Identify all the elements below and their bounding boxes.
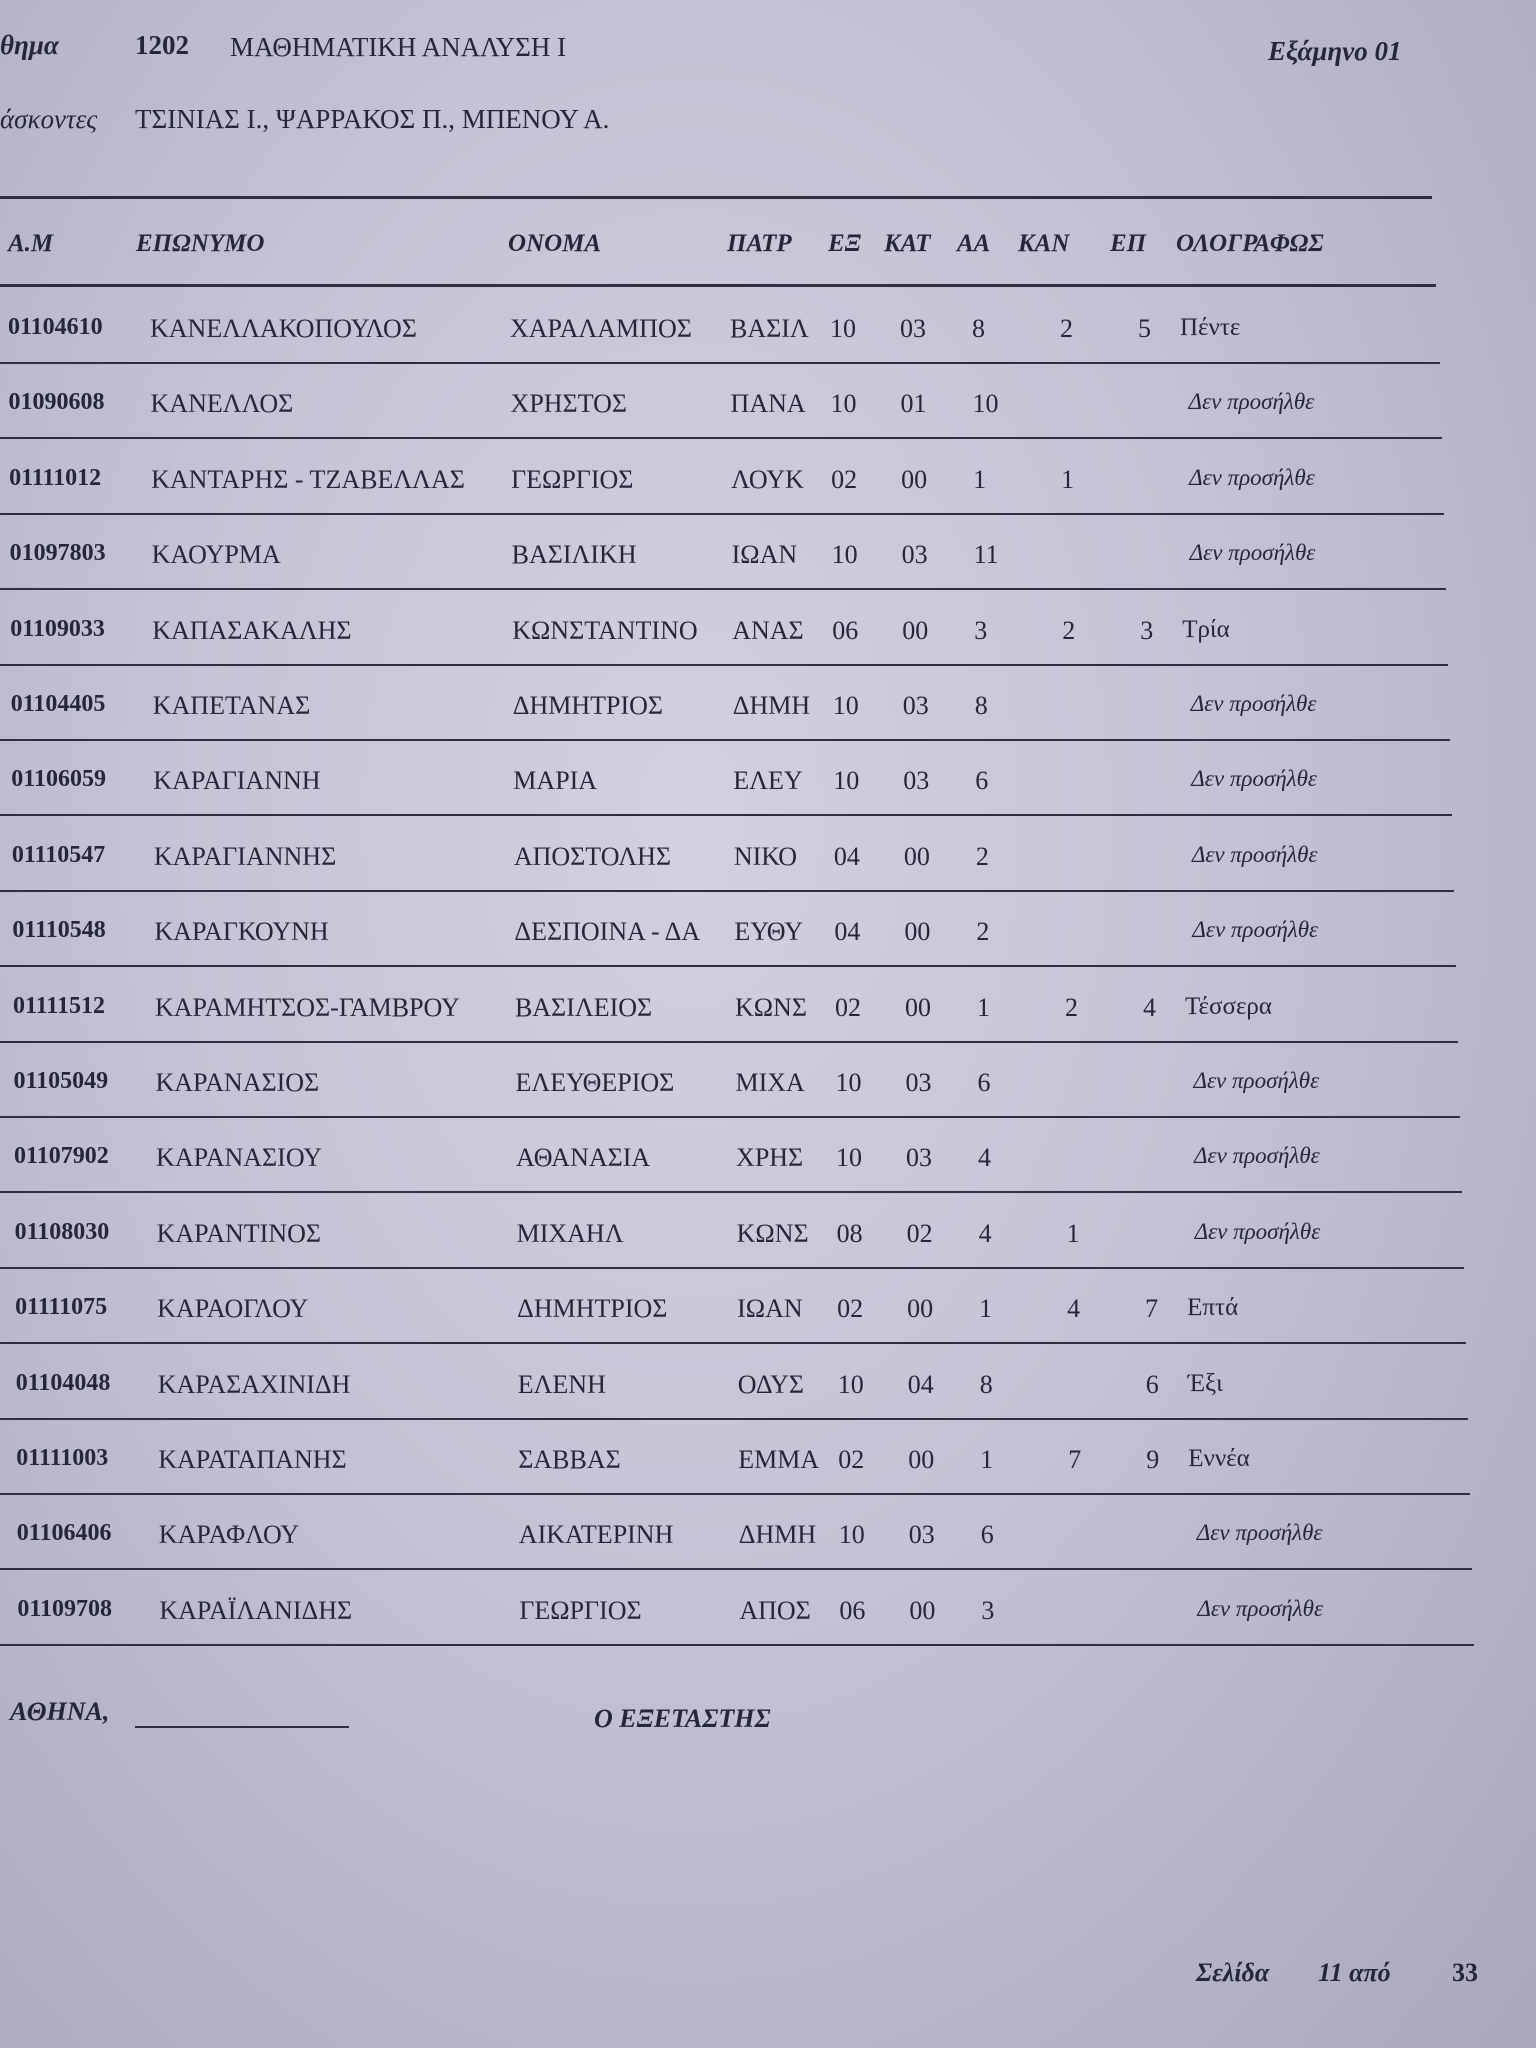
row-divider xyxy=(0,1041,1458,1043)
student-name: ΜΑΡΙΑ xyxy=(513,766,598,796)
father-name: ΕΛΕΥ xyxy=(733,766,803,796)
grade-in-words: Πέντε xyxy=(1180,314,1241,341)
category: 00 xyxy=(902,615,929,645)
table-row xyxy=(0,526,1500,586)
place-label: ΑΘΗΝΑ, xyxy=(10,1697,110,1726)
category: 03 xyxy=(903,766,930,796)
student-surname: ΚΑΠΑΣΑΚΑΛΗΣ xyxy=(152,615,352,645)
table-row xyxy=(0,1506,1500,1566)
regular-grade: 2 xyxy=(1060,314,1073,343)
student-surname: ΚΑΡΑΦΛΟΥ xyxy=(158,1520,300,1550)
father-name: ΚΩΝΣ xyxy=(734,992,807,1022)
exam-period: 10 xyxy=(830,314,856,343)
father-name: ΚΩΝΣ xyxy=(736,1218,809,1248)
col-am: Α.Μ xyxy=(8,230,54,257)
serial-number: 6 xyxy=(975,766,989,796)
col-ex: ΕΞ xyxy=(828,230,862,257)
serial-number: 1 xyxy=(980,1445,994,1474)
exam-period: 02 xyxy=(834,992,861,1022)
regular-grade: 2 xyxy=(1062,615,1076,645)
resit-grade: 3 xyxy=(1140,615,1154,645)
table-row xyxy=(0,451,1500,511)
student-surname: ΚΑΡΑΓΙΑΝΝΗ xyxy=(153,766,321,796)
page-total: 33 xyxy=(1452,1958,1478,1987)
exam-period: 10 xyxy=(835,1068,862,1097)
student-name: ΔΗΜΗΤΡΙΟΣ xyxy=(517,1294,668,1324)
exam-period: 10 xyxy=(836,1143,863,1173)
row-divider xyxy=(0,664,1448,666)
regular-grade: 2 xyxy=(1064,992,1078,1022)
father-name: ΑΝΑΣ xyxy=(732,615,804,645)
student-id: 01108030 xyxy=(14,1218,110,1245)
col-ep: ΕΠ xyxy=(1110,230,1147,257)
grade-in-words: Επτά xyxy=(1187,1294,1239,1322)
category: 00 xyxy=(904,917,931,947)
table-row xyxy=(0,677,1500,737)
student-id: 01107902 xyxy=(14,1143,109,1170)
student-surname: ΚΑΡΑΝΤΙΝΟΣ xyxy=(156,1218,322,1248)
regular-grade: 7 xyxy=(1068,1445,1082,1474)
student-name: ΜΙΧΑΗΛ xyxy=(516,1218,624,1248)
table-row xyxy=(0,903,1500,963)
student-id: 01111012 xyxy=(9,464,102,491)
category: 00 xyxy=(901,464,928,494)
category: 00 xyxy=(907,1294,934,1324)
student-name: ΓΕΩΡΓΙΟΣ xyxy=(519,1595,642,1625)
student-id: 01111003 xyxy=(16,1445,109,1471)
col-aa: ΑΑ xyxy=(957,230,991,257)
father-name: ΕΜΜΑ xyxy=(738,1445,820,1474)
serial-number: 10 xyxy=(972,389,999,419)
serial-number: 2 xyxy=(975,841,989,871)
grade-in-words: Δεν προσήλθε xyxy=(1189,464,1315,490)
resit-grade: 5 xyxy=(1138,314,1151,343)
student-surname: ΚΑΠΕΤΑΝΑΣ xyxy=(152,691,311,720)
course-name: ΜΑΘΗΜΑΤΙΚΗ ΑΝΑΛΥΣΗ Ι xyxy=(230,32,567,62)
header-bottom-rule xyxy=(0,284,1436,287)
table-row xyxy=(0,1054,1500,1114)
table-row xyxy=(0,979,1500,1039)
father-name: ΝΙΚΟ xyxy=(733,841,798,871)
category: 03 xyxy=(906,1143,933,1173)
serial-number: 6 xyxy=(980,1520,994,1550)
student-surname: ΚΑΝΕΛΛΟΣ xyxy=(150,389,294,419)
exam-period: 02 xyxy=(837,1294,864,1324)
father-name: ΔΗΜΗ xyxy=(738,1520,817,1550)
grade-in-words: Έξι xyxy=(1187,1369,1223,1397)
father-name: ΙΩΑΝ xyxy=(737,1294,803,1324)
student-name: ΑΘΑΝΑΣΙΑ xyxy=(516,1143,651,1173)
category: 03 xyxy=(902,691,929,720)
student-surname: ΚΑΡΑΤΑΠΑΝΗΣ xyxy=(158,1445,347,1474)
father-name: ΛΟΥΚ xyxy=(731,464,804,494)
table-row xyxy=(0,1205,1500,1265)
page-label: Σελίδα xyxy=(1196,1958,1270,1987)
exam-period: 10 xyxy=(830,389,857,419)
student-name: ΚΩΝΣΤΑΝΤΙΝΟ xyxy=(512,615,698,645)
category: 02 xyxy=(906,1218,933,1248)
student-name: ΑΠΟΣΤΟΛΗΣ xyxy=(513,841,672,871)
subject-label: θημα xyxy=(0,30,59,60)
table-row xyxy=(0,1356,1500,1416)
grade-in-words: Δεν προσήλθε xyxy=(1193,1068,1320,1093)
row-divider xyxy=(0,1418,1468,1420)
student-id: 01104405 xyxy=(10,691,106,717)
table-row xyxy=(0,752,1500,812)
col-kan: ΚΑΝ xyxy=(1018,230,1070,257)
father-name: ΕΥΘΥ xyxy=(734,917,803,947)
row-divider xyxy=(0,588,1446,590)
exam-period: 02 xyxy=(831,464,858,494)
exam-period: 10 xyxy=(831,540,858,570)
row-divider xyxy=(0,362,1440,364)
date-signature-line xyxy=(135,1726,349,1728)
header-top-rule xyxy=(0,196,1432,199)
serial-number: 2 xyxy=(976,917,990,947)
grade-in-words: Δεν προσήλθε xyxy=(1194,1218,1321,1244)
row-divider xyxy=(0,1493,1470,1495)
regular-grade: 1 xyxy=(1061,464,1075,494)
father-name: ΙΩΑΝ xyxy=(731,540,798,570)
category: 00 xyxy=(904,992,931,1022)
serial-number: 1 xyxy=(973,464,987,494)
father-name: ΔΗΜΗ xyxy=(732,691,811,720)
student-id: 01110548 xyxy=(12,917,106,944)
col-kat: ΚΑΤ xyxy=(884,230,931,257)
father-name: ΧΡΗΣ xyxy=(736,1143,804,1173)
col-grade-words: ΟΛΟΓΡΑΦΩΣ xyxy=(1176,230,1324,257)
table-row xyxy=(0,1582,1500,1642)
student-id: 01111075 xyxy=(15,1294,108,1321)
student-surname: ΚΑΡΑΓΚΟΥΝΗ xyxy=(154,917,329,947)
student-surname: ΚΑΡΑΟΓΛΟΥ xyxy=(157,1294,309,1324)
student-surname: ΚΑΝΤΑΡΗΣ - ΤΖΑΒΕΛΛΑΣ xyxy=(151,464,465,494)
student-id: 01109708 xyxy=(17,1595,113,1622)
exam-period: 08 xyxy=(836,1218,863,1248)
row-divider xyxy=(0,965,1456,967)
student-id: 01090608 xyxy=(8,389,105,416)
row-divider xyxy=(0,814,1452,816)
student-name: ΒΑΣΙΛΙΚΗ xyxy=(511,540,637,570)
resit-grade: 7 xyxy=(1145,1294,1159,1324)
table-row xyxy=(0,828,1500,888)
student-surname: ΚΑΡΑΣΑΧΙΝΙΔΗ xyxy=(157,1369,351,1399)
grade-in-words: Δεν προσήλθε xyxy=(1191,766,1317,792)
category: 03 xyxy=(900,314,926,343)
row-divider xyxy=(0,1568,1472,1570)
serial-number: 3 xyxy=(974,615,988,645)
category: 00 xyxy=(903,841,930,871)
category: 00 xyxy=(909,1595,936,1625)
table-row xyxy=(0,602,1500,662)
grade-in-words: Δεν προσήλθε xyxy=(1192,917,1319,943)
examiner-label: Ο ΕΞΕΤΑΣΤΗΣ xyxy=(594,1704,771,1733)
father-name: ΟΔΥΣ xyxy=(737,1369,805,1399)
father-name: ΜΙΧΑ xyxy=(735,1068,805,1097)
row-divider xyxy=(0,1644,1474,1646)
grade-in-words: Δεν προσήλθε xyxy=(1197,1595,1324,1621)
exam-period: 10 xyxy=(837,1369,864,1399)
row-divider xyxy=(0,1191,1462,1193)
serial-number: 4 xyxy=(978,1143,992,1173)
student-id: 01104610 xyxy=(8,314,103,340)
table-row xyxy=(0,1280,1500,1340)
student-name: ΣΑΒΒΑΣ xyxy=(518,1445,621,1474)
category: 03 xyxy=(901,540,928,570)
student-id: 01111512 xyxy=(12,992,105,1019)
resit-grade: 6 xyxy=(1145,1369,1159,1399)
category: 03 xyxy=(908,1520,935,1550)
table-row xyxy=(0,300,1500,360)
grade-in-words: Εννέα xyxy=(1188,1445,1250,1472)
student-id: 01106059 xyxy=(11,766,106,793)
exam-period: 10 xyxy=(832,691,859,720)
student-surname: ΚΑΡΑΜΗΤΣΟΣ-ΓΑΜΒΡΟΥ xyxy=(154,992,460,1022)
instructors-label: άσκοντες xyxy=(0,104,98,134)
category: 01 xyxy=(900,389,927,419)
col-name: ΟΝΟΜΑ xyxy=(508,230,602,257)
student-surname: ΚΑΟΥΡΜΑ xyxy=(151,540,281,570)
serial-number: 3 xyxy=(981,1595,995,1625)
student-surname: ΚΑΡΑΓΙΑΝΝΗΣ xyxy=(153,841,337,871)
serial-number: 8 xyxy=(974,691,988,720)
student-id: 01106406 xyxy=(16,1520,112,1547)
instructors: ΤΣΙΝΙΑΣ Ι., ΨΑΡΡΑΚΟΣ Π., ΜΠΕΝΟΥ Α. xyxy=(135,104,610,134)
col-surname: ΕΠΩΝΥΜΟ xyxy=(136,230,265,257)
father-name: ΠΑΝΑ xyxy=(730,389,806,419)
serial-number: 1 xyxy=(976,992,990,1022)
serial-number: 8 xyxy=(979,1369,993,1399)
row-divider xyxy=(0,513,1444,515)
student-surname: ΚΑΡΑΪΛΑΝΙΔΗΣ xyxy=(159,1595,353,1625)
regular-grade: 4 xyxy=(1067,1294,1081,1324)
grade-in-words: Δεν προσήλθε xyxy=(1189,540,1316,566)
row-divider xyxy=(0,739,1450,741)
student-surname: ΚΑΝΕΛΛΑΚΟΠΟΥΛΟΣ xyxy=(150,314,417,343)
student-name: ΔΕΣΠΟΙΝΑ - ΔΑ xyxy=(514,917,701,947)
table-row xyxy=(0,1431,1500,1491)
grade-in-words: Δεν προσήλθε xyxy=(1190,691,1317,716)
exam-period: 06 xyxy=(839,1595,866,1625)
resit-grade: 4 xyxy=(1142,992,1156,1022)
grade-in-words: Τρία xyxy=(1182,615,1230,643)
exam-period: 06 xyxy=(832,615,859,645)
row-divider xyxy=(0,437,1442,439)
serial-number: 11 xyxy=(973,540,999,570)
serial-number: 4 xyxy=(978,1218,992,1248)
student-name: ΓΕΩΡΓΙΟΣ xyxy=(511,464,634,494)
serial-number: 8 xyxy=(972,314,985,343)
page-number: 11 από xyxy=(1318,1958,1391,1987)
student-id: 01110547 xyxy=(11,841,106,868)
student-surname: ΚΑΡΑΝΑΣΙΟΣ xyxy=(155,1068,320,1097)
grade-in-words: Δεν προσήλθε xyxy=(1196,1520,1323,1546)
student-name: ΧΑΡΑΛΑΜΠΟΣ xyxy=(510,314,692,343)
row-divider xyxy=(0,890,1454,892)
student-name: ΕΛΕΝΗ xyxy=(517,1369,606,1399)
student-id: 01104048 xyxy=(15,1369,111,1396)
exam-period: 10 xyxy=(838,1520,865,1550)
table-row xyxy=(0,375,1500,435)
row-divider xyxy=(0,1342,1466,1344)
exam-period: 02 xyxy=(838,1445,865,1474)
semester: Εξάμηνο 01 xyxy=(1268,36,1402,66)
serial-number: 6 xyxy=(977,1068,991,1097)
student-name: ΒΑΣΙΛΕΙΟΣ xyxy=(514,992,653,1022)
student-name: ΔΗΜΗΤΡΙΟΣ xyxy=(512,691,664,720)
row-divider xyxy=(0,1116,1460,1118)
table-row xyxy=(0,1129,1500,1189)
category: 03 xyxy=(905,1068,932,1097)
grade-in-words: Τέσσερα xyxy=(1184,992,1273,1020)
grade-in-words: Δεν προσήλθε xyxy=(1194,1143,1320,1169)
father-name: ΒΑΣΙΛ xyxy=(730,314,809,343)
exam-period: 04 xyxy=(834,917,861,947)
serial-number: 1 xyxy=(979,1294,993,1324)
category: 00 xyxy=(908,1445,935,1474)
resit-grade: 9 xyxy=(1146,1445,1160,1474)
regular-grade: 1 xyxy=(1066,1218,1080,1248)
exam-period: 04 xyxy=(833,841,860,871)
grade-in-words: Δεν προσήλθε xyxy=(1191,841,1318,867)
row-divider xyxy=(0,1267,1464,1269)
student-name: ΧΡΗΣΤΟΣ xyxy=(510,389,628,419)
student-surname: ΚΑΡΑΝΑΣΙΟΥ xyxy=(156,1143,323,1173)
father-name: ΑΠΟΣ xyxy=(739,1595,811,1625)
student-id: 01109033 xyxy=(10,615,105,642)
student-id: 01105049 xyxy=(13,1068,109,1094)
category: 04 xyxy=(907,1369,934,1399)
student-name: ΕΛΕΥΘΕΡΙΟΣ xyxy=(515,1068,675,1097)
student-name: ΑΙΚΑΤΕΡΙΝΗ xyxy=(518,1520,674,1550)
col-father: ΠΑΤΡ xyxy=(727,230,792,257)
grade-in-words: Δεν προσήλθε xyxy=(1188,389,1315,415)
course-code: 1202 xyxy=(135,30,189,60)
exam-period: 10 xyxy=(833,766,860,796)
student-id: 01097803 xyxy=(9,540,106,567)
